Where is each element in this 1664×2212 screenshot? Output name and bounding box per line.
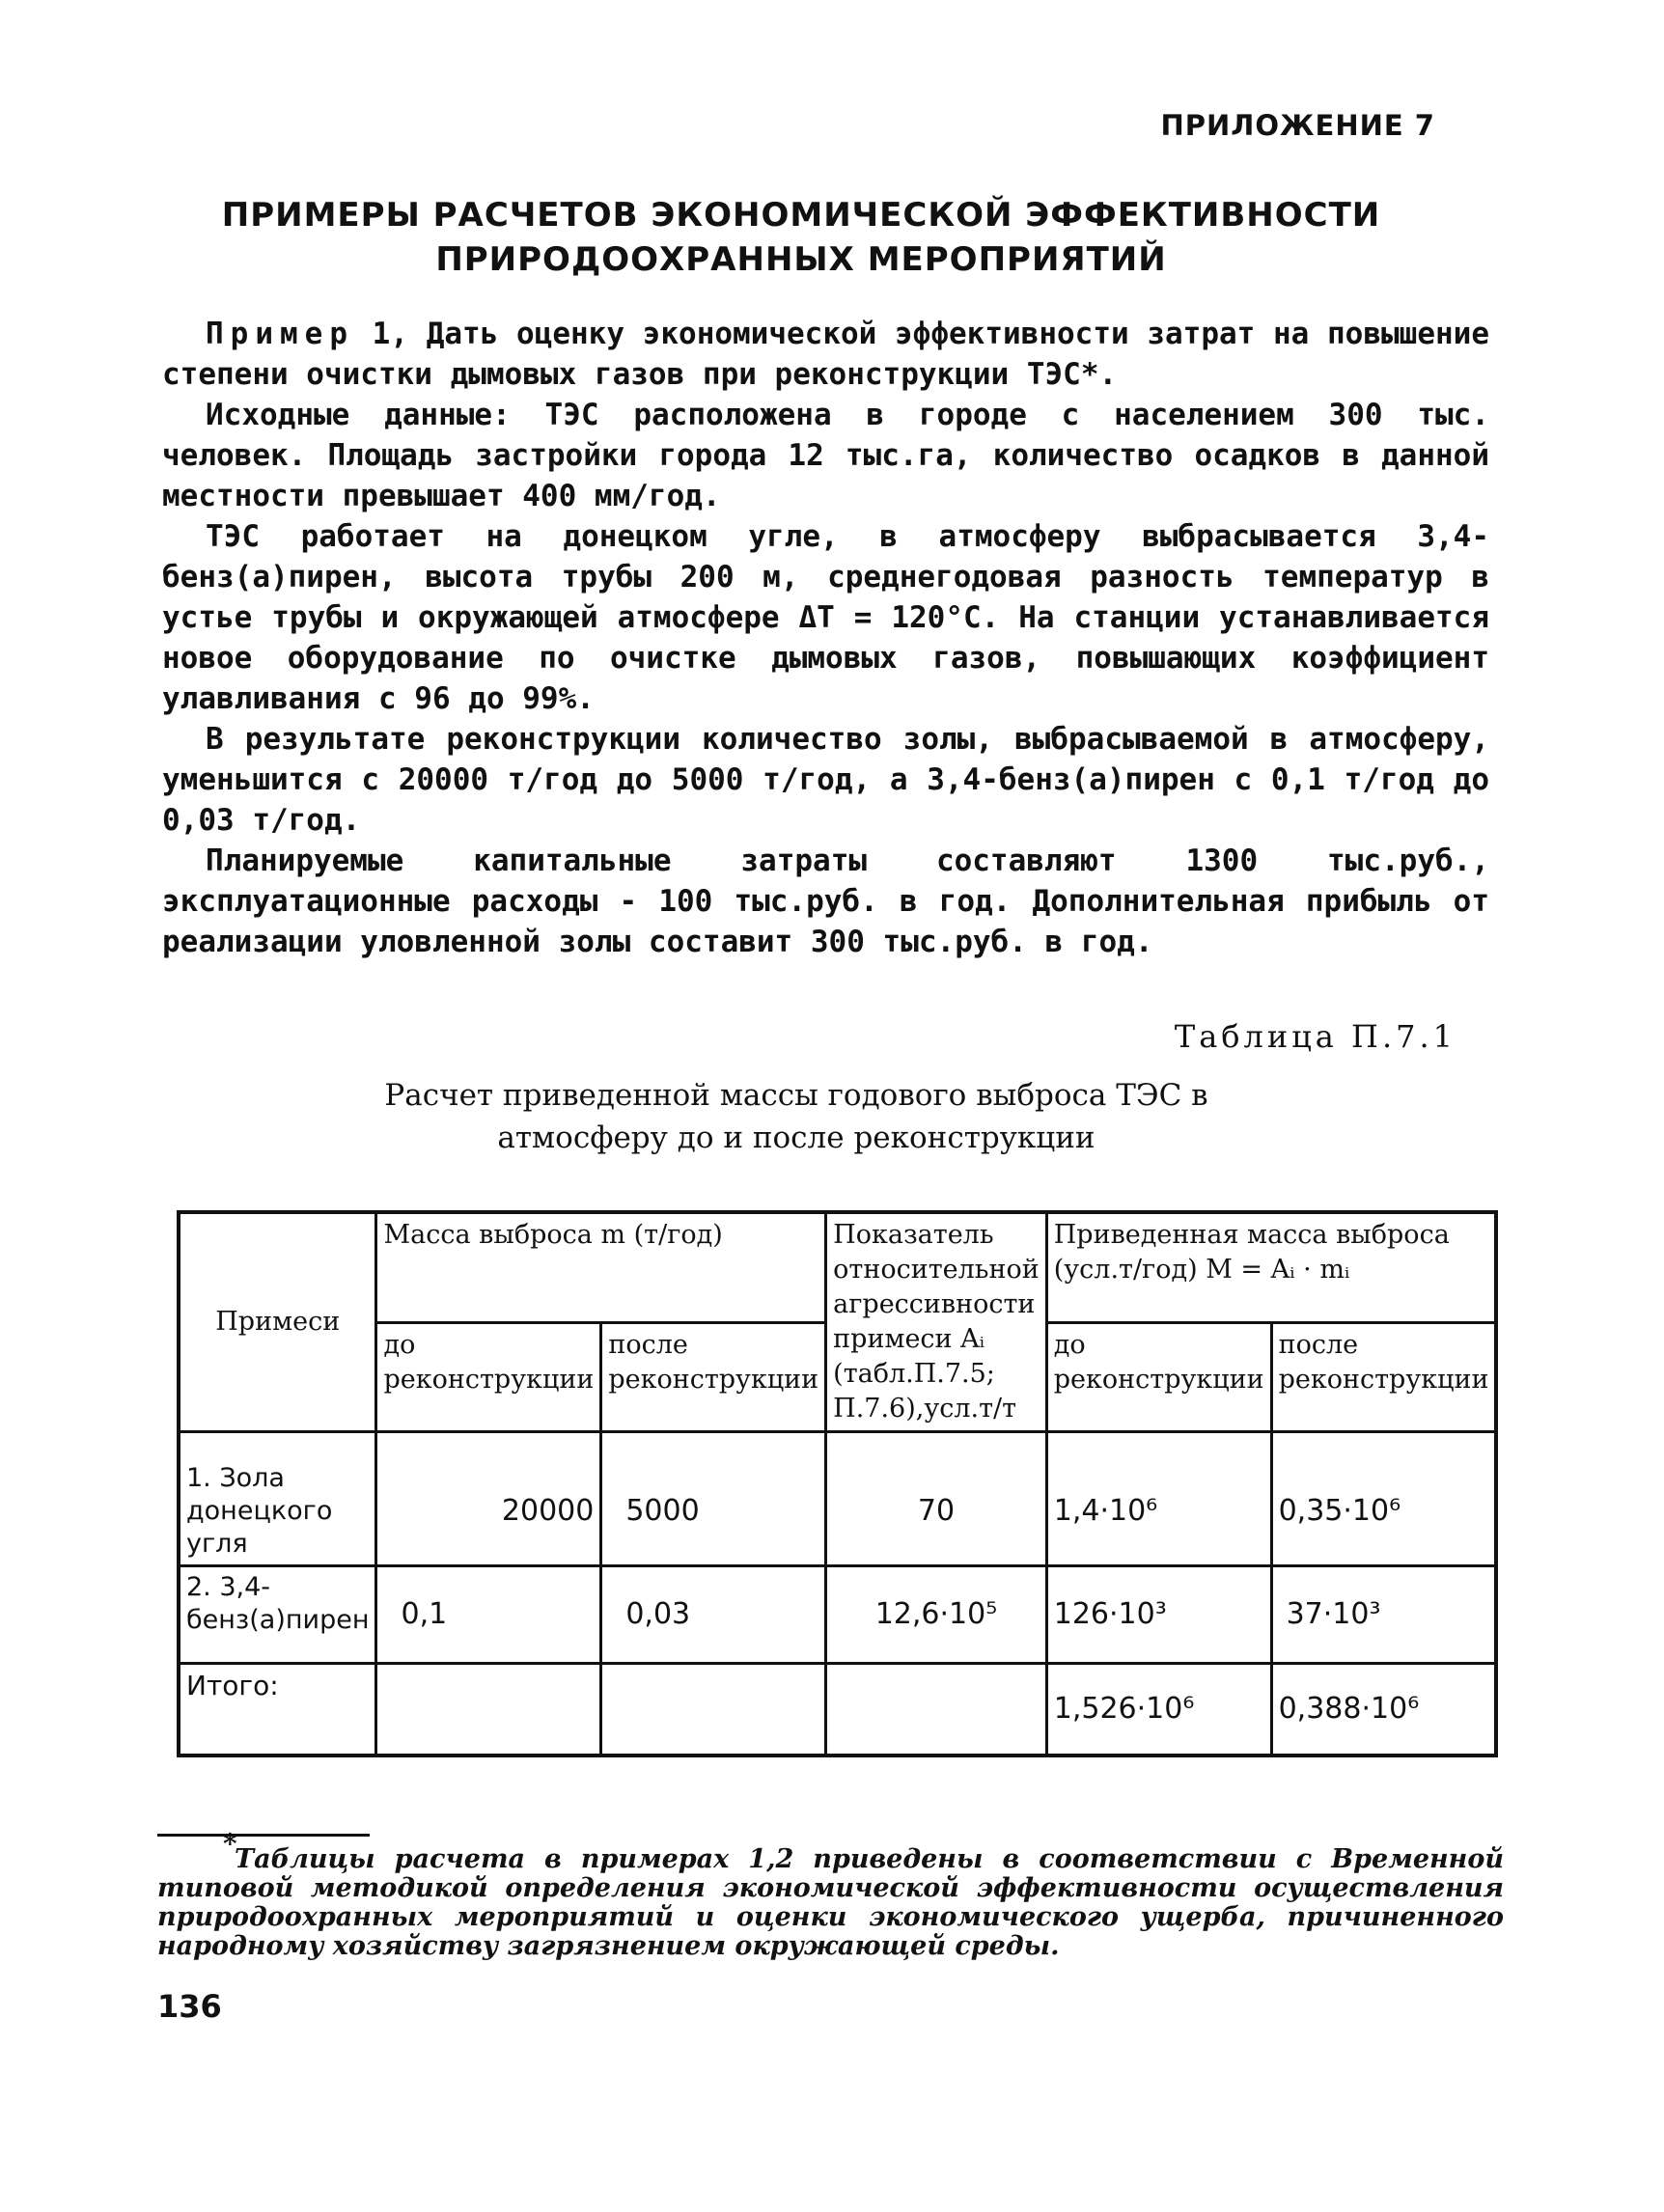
paragraph-costs: Планируемые капитальные затраты составляют 1300 тыс.руб., эксплуатационные расходы - 100 тыс.руб. в год. Дополнительная прибыль от реализации уловленной золы составит 300 тыс.руб. в год. bbox=[162, 843, 1489, 959]
title-line-1: ПРИМЕРЫ РАСЧЕТОВ ЭКОНОМИЧЕСКОЙ ЭФФЕКТИВНОСТИ bbox=[221, 196, 1381, 235]
row-mass-before: 20000 bbox=[376, 1432, 601, 1566]
row-mass-after: 5000 bbox=[601, 1432, 826, 1566]
footnote bbox=[157, 1828, 1504, 1961]
paragraph-plant: ТЭС работает на донецком угле, в атмосферу выбрасывается 3,4-бенз(а)пирен, высота трубы 200 м, среднегодовая разность температур в устье трубы и окружающей атмосфере ΔT = 120°С. На станции устанавливается новое оборудование по очистке дымовых газов, повышающих коэффициент улавливания с 96 до 99%. bbox=[162, 519, 1489, 716]
total-reduced-after: 0,388·10⁶ bbox=[1271, 1664, 1496, 1756]
paragraph-example bbox=[162, 314, 1489, 395]
header-impurity: Примеси bbox=[179, 1212, 376, 1432]
table-row bbox=[179, 1566, 1496, 1664]
footnote-text: Таблицы расчета в примерах 1,2 приведены в соответствии с Временной типовой методикой определения экономической эффективности осуществления природоохранных мероприятий и оценки экономического ущерба, причиненного народному хозяйству загрязнением окружающей среды. bbox=[157, 1844, 1504, 1961]
header-reduced-before: до реконструкции bbox=[1046, 1322, 1271, 1431]
header-reduced-after: после реконструкции bbox=[1271, 1322, 1496, 1431]
table-header-row-1 bbox=[179, 1212, 1496, 1322]
header-aggressiveness: Показатель относительной агрессивности примеси Aᵢ (табл.П.7.5; П.7.6),усл.т/т bbox=[826, 1212, 1047, 1432]
total-empty-cell bbox=[826, 1664, 1047, 1756]
example-word: Пример bbox=[206, 317, 354, 351]
footnote-mark: * bbox=[223, 1828, 237, 1860]
table-row bbox=[179, 1432, 1496, 1566]
header-mass-after: после реконструкции bbox=[601, 1322, 826, 1431]
total-empty-cell bbox=[601, 1664, 826, 1756]
body-text bbox=[162, 314, 1489, 962]
row-reduced-before: 1,4·10⁶ bbox=[1046, 1432, 1271, 1566]
total-reduced-before: 1,526·10⁶ bbox=[1046, 1664, 1271, 1756]
row-name: 2. 3,4-бенз(а)пирен bbox=[179, 1566, 376, 1664]
total-empty-cell bbox=[376, 1664, 601, 1756]
example-text: 1, Дать оценку экономической эффективности затрат на повышение степени очистки дымовых газов при реконструкции ТЭС*. bbox=[162, 317, 1489, 392]
header-reduced-group: Приведенная масса выброса (усл.т/год) M = Aᵢ · mᵢ bbox=[1046, 1212, 1496, 1322]
row-reduced-after: 37·10³ bbox=[1271, 1566, 1496, 1664]
row-name: 1. Зола донецкого угля bbox=[179, 1432, 376, 1566]
header-mass-group: Масса выброса m (т/год) bbox=[376, 1212, 826, 1322]
row-mass-after: 0,03 bbox=[601, 1566, 826, 1664]
paragraph-source-data: Исходные данные: ТЭС расположена в городе с населением 300 тыс. человек. Площадь застройки города 12 тыс.га, количество осадков в данной местности превышает 400 мм/год. bbox=[162, 398, 1489, 513]
table-caption bbox=[290, 1074, 1303, 1159]
row-reduced-before: 126·10³ bbox=[1046, 1566, 1271, 1664]
total-label: Итого: bbox=[179, 1664, 376, 1756]
title-line-2: ПРИРОДООХРАННЫХ МЕРОПРИЯТИЙ bbox=[435, 240, 1167, 279]
table-caption-line-1: Расчет приведенной массы годового выброса ТЭС в bbox=[384, 1078, 1208, 1113]
paragraph-result: В результате реконструкции количество золы, выбрасываемой в атмосферу, уменьшится с 20000 т/год до 5000 т/год, а 3,4-бенз(а)пирен с 0,1 т/год до 0,03 т/год. bbox=[162, 722, 1489, 838]
footnote-divider bbox=[157, 1834, 370, 1837]
row-reduced-after: 0,35·10⁶ bbox=[1271, 1432, 1496, 1566]
table-total-row bbox=[179, 1664, 1496, 1756]
header-mass-before: до реконструкции bbox=[376, 1322, 601, 1431]
page-title bbox=[174, 193, 1428, 282]
emission-table bbox=[177, 1210, 1498, 1757]
appendix-label: ПРИЛОЖЕНИЕ 7 bbox=[1160, 109, 1435, 142]
row-mass-before: 0,1 bbox=[376, 1566, 601, 1664]
table-caption-line-2: атмосферу до и после реконструкции bbox=[497, 1120, 1095, 1155]
page-number: 136 bbox=[157, 1988, 222, 2025]
table-label: Таблица П.7.1 bbox=[1174, 1018, 1456, 1055]
row-aggressiveness: 12,6·10⁵ bbox=[826, 1566, 1047, 1664]
row-aggressiveness: 70 bbox=[826, 1432, 1047, 1566]
